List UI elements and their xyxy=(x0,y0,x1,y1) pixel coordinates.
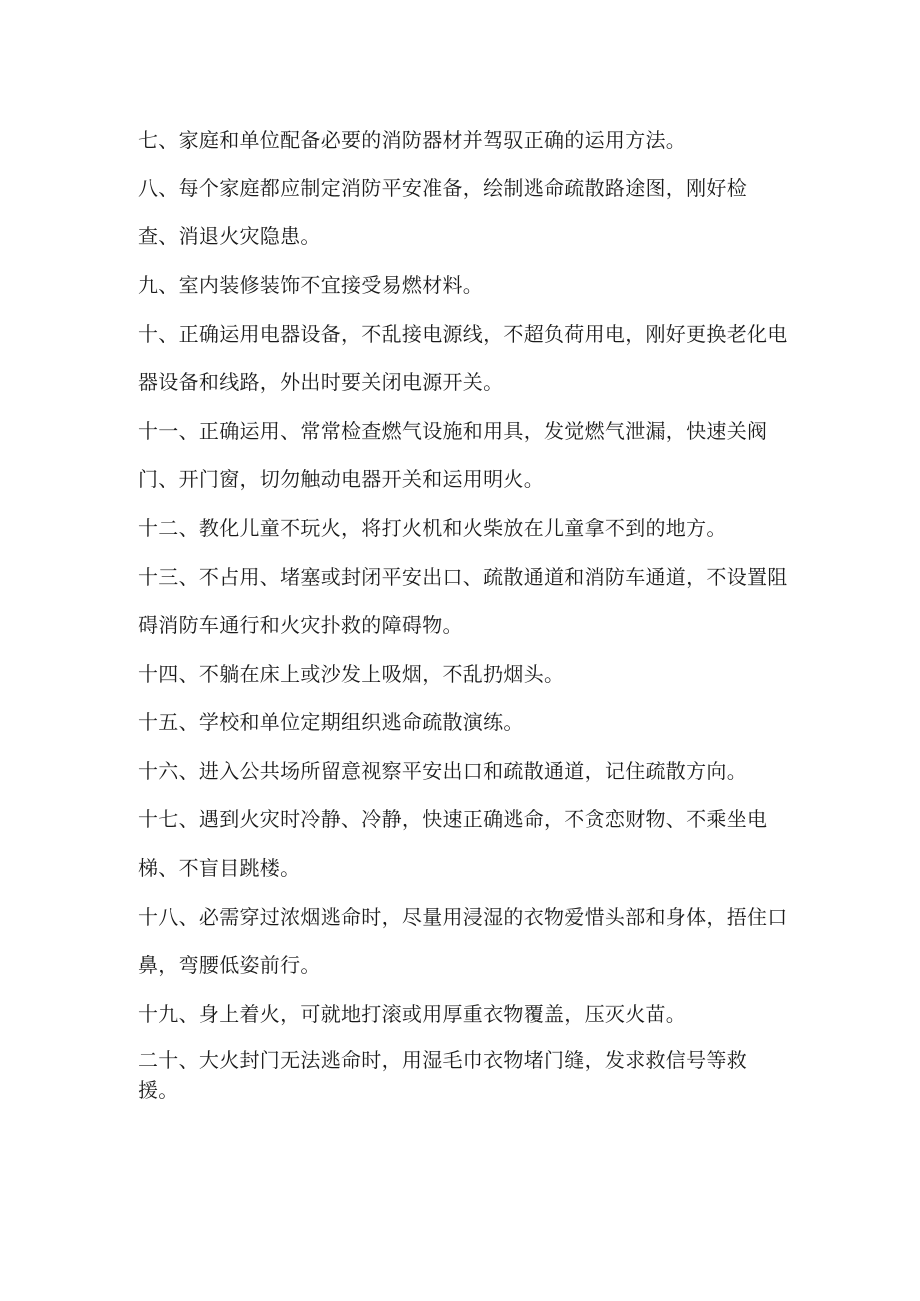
item-18-line-2: 鼻，弯腰低姿前行。 xyxy=(138,953,321,977)
item-20-line-1: 二十、大火封门无法逃命时，用湿毛巾衣物堵门缝，发求救信号等救 xyxy=(138,1048,747,1072)
item-8-line-2: 查、消退火灾隐患。 xyxy=(138,224,321,248)
item-17-line-2: 梯、不盲目跳楼。 xyxy=(138,856,301,880)
item-9-line-1: 九、室内装修装饰不宜接受易燃材料。 xyxy=(138,273,484,297)
item-11-line-2: 门、开门窗，切勿触动电器开关和运用明火。 xyxy=(138,467,544,491)
item-10-line-1: 十、正确运用电器设备，不乱接电源线，不超负荷用电，刚好更换老化电 xyxy=(138,322,788,346)
item-15-line-1: 十五、学校和单位定期组织逃命疏散演练。 xyxy=(138,710,524,734)
item-12-line-1: 十二、教化儿童不玩火，将打火机和火柴放在儿童拿不到的地方。 xyxy=(138,516,727,540)
item-14-line-1: 十四、不躺在床上或沙发上吸烟，不乱扔烟头。 xyxy=(138,662,565,686)
item-16-line-1: 十六、进入公共场所留意视察平安出口和疏散通道，记住疏散方向。 xyxy=(138,759,747,783)
item-13-line-2: 碍消防车通行和火灾扑救的障碍物。 xyxy=(138,613,463,637)
item-18-line-1: 十八、必需穿过浓烟逃命时，尽量用浸湿的衣物爱惜头部和身体，捂住口 xyxy=(138,905,788,929)
item-7-line-1: 七、家庭和单位配备必要的消防器材并驾驭正确的运用方法。 xyxy=(138,128,687,152)
item-20-line-2: 援。 xyxy=(138,1078,179,1102)
item-8-line-1: 八、每个家庭都应制定消防平安准备，绘制逃命疏散路途图，刚好检 xyxy=(138,176,747,200)
item-19-line-1: 十九、身上着火，可就地打滚或用厚重衣物覆盖，压灭火苗。 xyxy=(138,1002,687,1026)
item-17-line-1: 十七、遇到火灾时冷静、冷静，快速正确逃命，不贪恋财物、不乘坐电 xyxy=(138,807,768,831)
item-10-line-2: 器设备和线路，外出时要关闭电源开关。 xyxy=(138,370,504,394)
item-11-line-1: 十一、正确运用、常常检查燃气设施和用具，发觉燃气泄漏，快速关阀 xyxy=(138,419,768,443)
item-13-line-1: 十三、不占用、堵塞或封闭平安出口、疏散通道和消防车通道，不设置阻 xyxy=(138,565,788,589)
